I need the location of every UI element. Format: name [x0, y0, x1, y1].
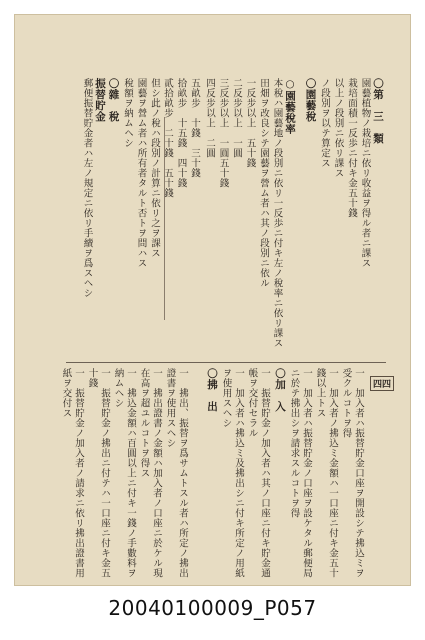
table-cell: 五畝步	[189, 78, 200, 108]
text-line: 一 振替貯金ノ拂出ニ付テハ一口座ニ付キ金五十錢	[86, 368, 110, 578]
table-cell: 貳拾畝步	[162, 78, 173, 118]
upper-left-subheading: 振替貯金	[94, 78, 106, 122]
section-divider	[66, 362, 386, 363]
text-line: 一 加入者ハ振替貯金ノ口座ヲ設ケタル郵便局ニ於テ拂出シヲ請求スルコトヲ得	[288, 368, 312, 578]
text-line: 一 拂出、振替ヲ爲サムトスル者ハ所定ノ拂出證書ヲ使用スヘシ	[164, 368, 188, 578]
column-divider	[164, 117, 165, 320]
lower-left-text	[54, 368, 188, 578]
text-line: 一 加入者ノ拂込ミ金額ハ一口座ニ付キ金五十錢以上トス	[314, 368, 338, 578]
text-line: 三反步以上 一圓五十錢	[217, 78, 229, 188]
table-cell: 三十錢	[189, 148, 200, 178]
table-row	[174, 78, 187, 358]
upper-right-title: 〇第 三 類	[372, 78, 384, 144]
text-line: 本稅ハ園藝地ノ段別ニ依リ一反歩ニ付キ左ノ稅率ニ依リ課ス	[271, 78, 283, 348]
text-line: 一反步以上 五十錢	[244, 78, 256, 168]
text-line: 園藝植物ノ栽培ニ依リ收益ヲ得ル者ニ課ス	[359, 78, 371, 268]
text-line: 田畑ヲ改良シテ園藝ヲ營ム者ハ其ノ段別ニ依ル	[258, 78, 269, 288]
text-line: 一 拂出證書ノ金額ハ加入者ノ口座ニ於ケル現在高ヲ超ユルコトヲ得ス	[138, 368, 162, 578]
table-cell: 十錢	[189, 118, 200, 138]
table-cell: 十五錢	[175, 118, 187, 148]
text-line: 一 加入者ハ振替貯金口座ヲ開設シテ拂込ミヲ受クルコトヲ得	[340, 368, 364, 578]
image-caption: 20040100009_P057	[108, 596, 317, 620]
table-cell: 五十錢	[162, 168, 173, 198]
text-line: 以上ノ段別ニ依リ課ス	[332, 78, 344, 178]
text-line: 一 拂込金額ハ百圓以上ニ付キ一錢ノ手數料ヲ納ムヘシ	[112, 368, 136, 578]
document-page	[14, 14, 411, 586]
table-cell: 四十錢	[175, 158, 187, 188]
rate-table	[162, 78, 200, 358]
upper-middle-heading: ○園藝稅率	[284, 78, 296, 135]
upper-right-subheading: 〇園藝稅	[304, 78, 317, 122]
table-row	[161, 78, 174, 358]
text-line: 栽培面積一反歩ニ付キ金五十錢	[346, 78, 357, 218]
text-line: 一 加入者ハ拂込ミ及拂出シニ付キ所定ノ用紙ヲ使用スヘシ	[220, 368, 244, 578]
text-line: 二反步以上 一圓	[231, 78, 242, 158]
table-cell: 拾畝步	[175, 78, 187, 108]
text-line: ノ段別ヲ以テ算定ス	[319, 78, 330, 168]
upper-right-text	[298, 78, 384, 358]
text-line: 一 振替貯金ノ加入者ノ請求ニ依リ拂出證書用紙ヲ交付ス	[60, 368, 84, 578]
text-line: 四反步以上 二圓	[204, 78, 215, 158]
table-cell: 二十錢	[162, 128, 173, 158]
page-number: 四四	[370, 376, 394, 391]
lower-right-heading: 〇加 入	[274, 368, 286, 412]
upper-left-text	[54, 78, 160, 358]
upper-left-heading: 〇雜 稅	[107, 78, 120, 122]
lower-right-text	[272, 368, 364, 578]
text-line: 稅額ヲ納ムヘシ	[122, 78, 133, 148]
text-line: 郵便振替貯金者ハ左ノ規定ニ依リ手續ヲ爲スヘシ	[81, 78, 93, 298]
text-line: 一 振替貯金ノ加入者ハ其ノ口座ニ付キ貯金通帳ヲ交付セラル	[246, 368, 270, 578]
table-row	[188, 78, 201, 358]
upper-middle-text	[200, 78, 296, 358]
text-line: 園藝ヲ營ム者ハ所有者タルト否トヲ問ハス	[135, 78, 147, 268]
text-line: 但シ此ノ稅ハ段別ノ計算ニ依リ之ヲ課ス	[149, 78, 160, 258]
lower-middle-text	[192, 368, 270, 578]
lower-middle-heading: 〇拂 出	[206, 368, 218, 412]
